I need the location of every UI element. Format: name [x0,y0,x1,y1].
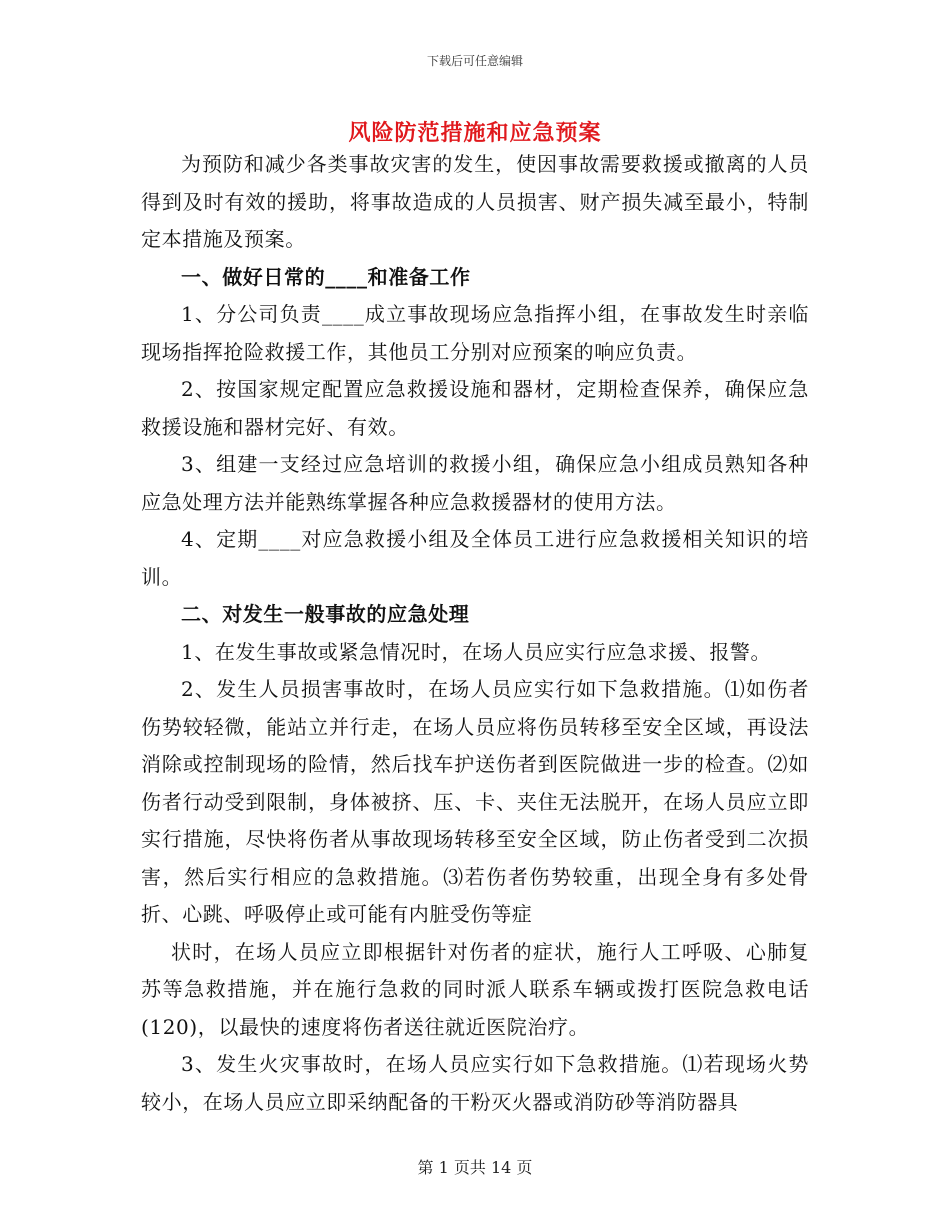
section-heading-1: 一、做好日常的____和准备工作 [181,264,471,289]
page-footer: 第 1 页共 14 页 [417,1158,533,1177]
section-1-item-3: 3、组建一支经过应急培训的救援小组，确保应急小组成员熟知各种应急处理方法并能熟练掌握各种应急救援器材的使用方法。 [141,452,809,514]
section-1-item-2: 2、按国家规定配置应急救援设施和器材，定期检查保养，确保应急救援设施和器材完好、有效。 [141,377,809,439]
section-2-item-3: 3、发生火灾事故时，在场人员应实行如下急救措施。⑴若现场火势较小，在场人员应立即采纳配备的干粉灭火器或消防砂等消防器具 [141,1052,809,1114]
section-2-item-2: 2、发生人员损害事故时，在场人员应实行如下急救措施。⑴如伤者伤势较轻微，能站立并行走，在场人员应将伤员转移至安全区域，再设法消除或控制现场的险情，然后找车护送伤者到医院做进一步的检查。⑵如伤者行动受到限制，身体被挤、压、卡、夹住无法脱开，在场人员应立即实行措施，尽快将伤者从事故现场转移至安全区域，防止伤者受到二次损害，然后实行相应的急救措施。⑶若伤者伤势较重，出现全身有多处骨折、心跳、呼吸停止或可能有内脏受伤等症 [141,677,809,926]
intro-paragraph: 为预防和减少各类事故灾害的发生，使因事故需要救援或撤离的人员得到及时有效的援助，将事故造成的人员损害、财产损失减至最小，特制定本措施及预案。 [141,152,809,251]
section-1-item-4: 4、定期____对应急救援小组及全体员工进行应急救援相关知识的培训。 [141,527,809,589]
section-2-item-2-continued: 状时，在场人员应立即根据针对伤者的症状，施行人工呼吸、心肺复苏等急救措施，并在施行急救的同时派人联系车辆或拨打医院急救电话(120)，以最快的速度将伤者送往就近医院治疗。 [141,939,809,1039]
section-1-item-1: 1、分公司负责____成立事故现场应急指挥小组，在事故发生时亲临现场指挥抢险救援工作，其他员工分别对应预案的响应负责。 [141,302,809,364]
section-heading-2: 二、对发生一般事故的应急处理 [181,602,470,626]
document-body [141,146,809,1121]
section-2-item-1: 1、在发生事故或紧急情况时，在场人员应实行应急求援、报警。 [181,639,772,664]
page-header: 下载后可任意编辑 [426,54,523,68]
document-title: 风险防范措施和应急预案 [348,120,602,146]
